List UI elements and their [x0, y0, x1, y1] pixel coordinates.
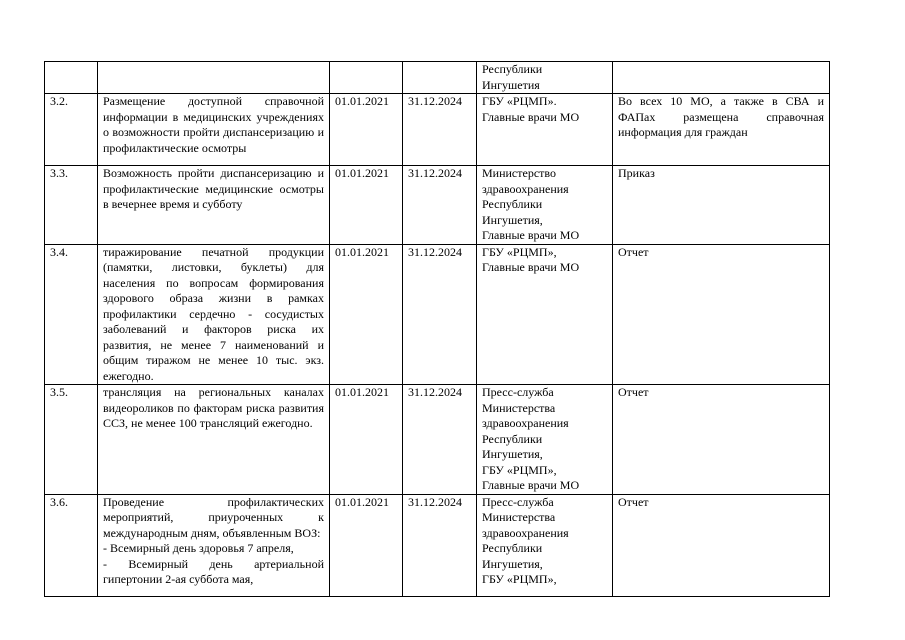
responsible-line: Ингушетия [482, 77, 540, 92]
responsible-line: Ингушетия, [482, 556, 543, 571]
end-date-cell: 31.12.2024 [403, 94, 477, 166]
end-date-cell: 31.12.2024 [403, 166, 477, 245]
item-number-cell: 3.6. [45, 494, 98, 596]
activity-cell: Возможность пройти диспансеризацию и профилактические медицинские осмотры в вечернее время и субботу [98, 166, 330, 245]
end-date-cell: 31.12.2024 [403, 244, 477, 385]
responsible-line: Главные врачи МО [482, 260, 580, 274]
responsible-line: Пресс-служба [482, 385, 554, 399]
responsible-line: Главные врачи МО [482, 228, 580, 242]
result-cell [613, 62, 830, 94]
responsible-line: Республики [482, 197, 543, 211]
activity-cell [98, 494, 330, 596]
result-cell: Приказ [613, 166, 830, 245]
activity-paragraph: - Всемирный день артериальной гипертонии 2-ая суббота мая, [103, 556, 327, 586]
responsible-line: Министерства [482, 510, 556, 524]
item-number-cell: 3.5. [45, 385, 98, 495]
item-number-cell: 3.3. [45, 166, 98, 245]
result-cell: Отчет [613, 385, 830, 495]
responsible-cell [477, 494, 613, 596]
responsible-cell [477, 385, 613, 495]
start-date-cell: 01.01.2021 [330, 166, 403, 245]
responsible-line: Ингушетия, [482, 447, 543, 461]
responsible-line: Республики [482, 431, 543, 446]
item-number-cell [45, 62, 98, 94]
responsible-line: Республики [482, 62, 543, 76]
end-date-cell: 31.12.2024 [403, 385, 477, 495]
responsible-line: Республики [482, 541, 543, 555]
result-cell: Отчет [613, 244, 830, 385]
end-date-cell [403, 62, 477, 94]
table-row [45, 385, 830, 495]
responsible-line: ГБУ «РЦМП», [482, 572, 557, 586]
responsible-cell [477, 244, 613, 385]
responsible-line: ГБУ «РЦМП», [482, 462, 557, 477]
activity-cell: тиражирование печатной продукции (памятки, листовки, буклеты) для населения по вопросам формирования здорового образа жизни в рамках профилактики сердечно - сосудистых заболеваний и факторов риска их развития, не менее 7 наименований и общим тиражом не менее 10 тыс. экз. ежегодно. [98, 244, 330, 385]
table-row [45, 244, 830, 385]
start-date-cell: 01.01.2021 [330, 494, 403, 596]
item-number-cell: 3.4. [45, 244, 98, 385]
table-row [45, 62, 830, 94]
activity-cell [98, 62, 330, 94]
activity-paragraph: Проведение профилактических мероприятий, приуроченных к международным дням, объявленным ВОЗ: [103, 494, 327, 540]
responsible-line: Ингушетия, [482, 212, 543, 227]
responsible-line: Министерства [482, 400, 556, 415]
responsible-line: ГБУ «РЦМП». [482, 94, 557, 108]
start-date-cell [330, 62, 403, 94]
end-date-cell: 31.12.2024 [403, 494, 477, 596]
responsible-cell [477, 62, 613, 94]
responsible-line: Пресс-служба [482, 494, 554, 509]
responsible-cell [477, 94, 613, 166]
responsible-line: здравоохранения [482, 416, 569, 430]
responsible-line: здравоохранения [482, 181, 569, 196]
table-row [45, 94, 830, 166]
start-date-cell: 01.01.2021 [330, 385, 403, 495]
result-cell: Во всех 10 МО, а также в СВА и ФАПах размещена справочная информация для граждан [613, 94, 830, 166]
responsible-line: Министерство [482, 166, 556, 180]
item-number-cell: 3.2. [45, 94, 98, 166]
responsible-cell [477, 166, 613, 245]
responsible-line: Главные врачи МО [482, 478, 580, 492]
responsible-line: Главные врачи МО [482, 109, 580, 124]
result-cell: Отчет [613, 494, 830, 596]
activities-table [44, 61, 830, 597]
table-row [45, 166, 830, 245]
responsible-line: здравоохранения [482, 525, 569, 540]
activity-cell: Размещение доступной справочной информации в медицинских учреждениях о возможности пройти диспансеризацию и профилактические осмотры [98, 94, 330, 166]
responsible-line: ГБУ «РЦМП», [482, 244, 557, 259]
start-date-cell: 01.01.2021 [330, 244, 403, 385]
activity-cell: трансляция на региональных каналах видеороликов по факторам риска развития ССЗ, не менее 100 трансляций ежегодно. [98, 385, 330, 495]
activity-paragraph: - Всемирный день здоровья 7 апреля, [103, 541, 294, 555]
start-date-cell: 01.01.2021 [330, 94, 403, 166]
table-row [45, 494, 830, 596]
